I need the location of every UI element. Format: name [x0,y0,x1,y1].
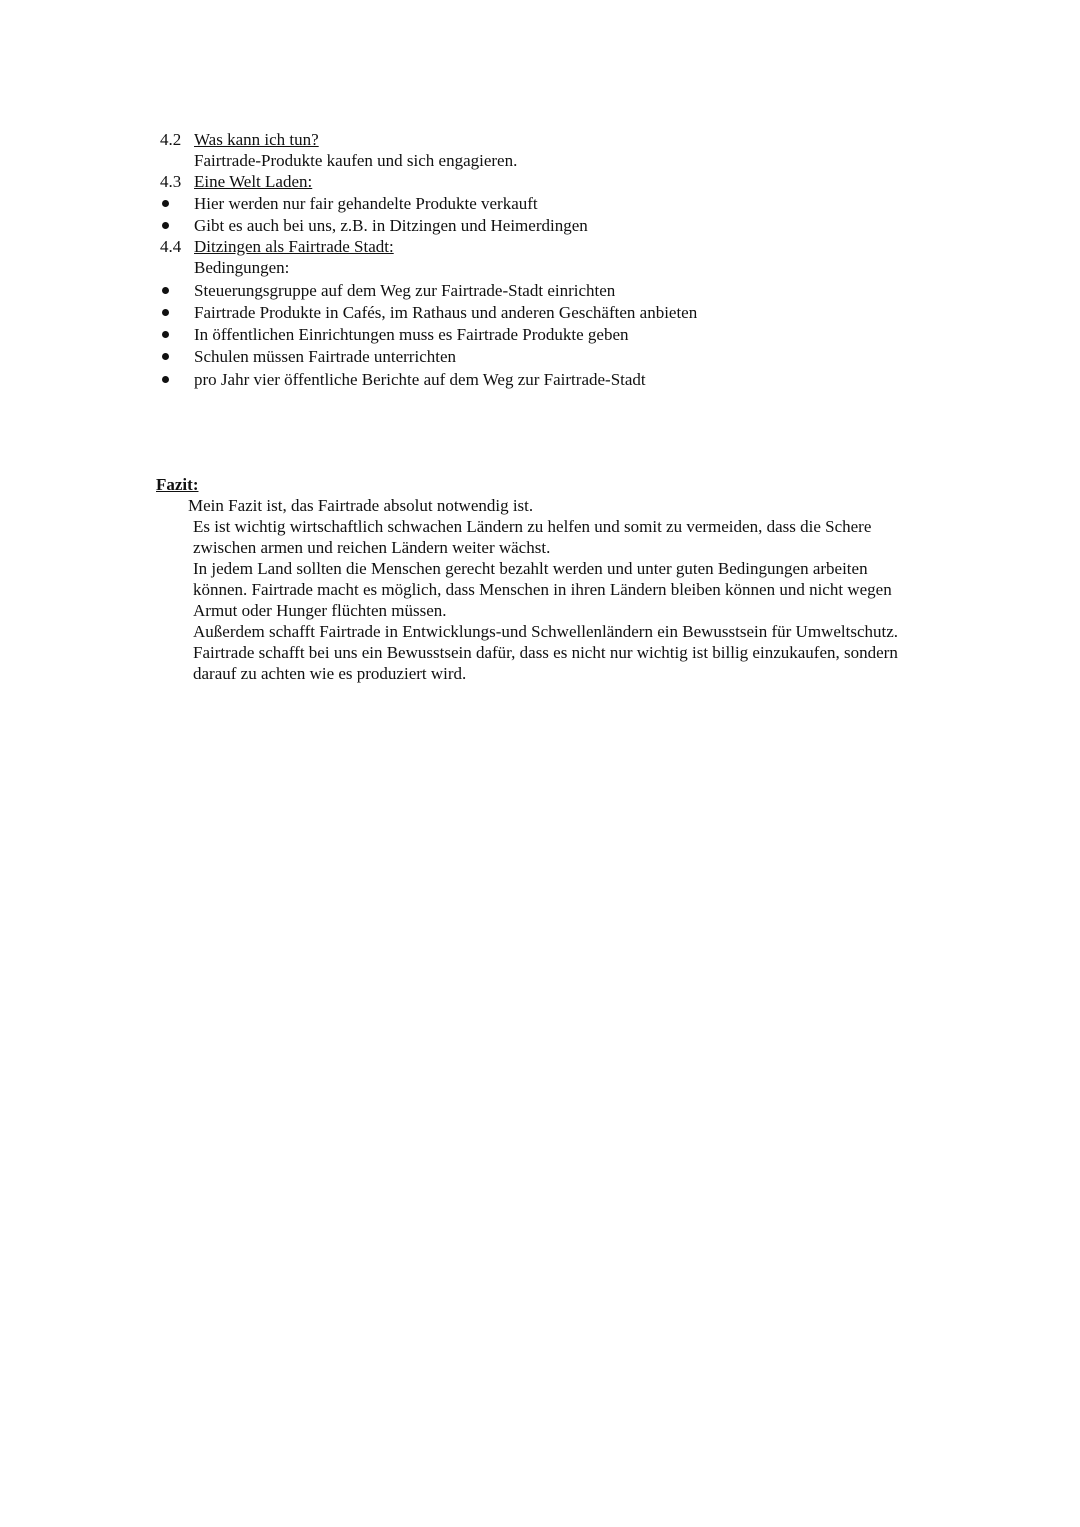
list-item-text: In öffentlichen Einrichtungen muss es Fairtrade Produkte geben [194,325,629,344]
section-number: 4.2 [160,130,182,149]
section-heading: Eine Welt Laden: [194,172,313,191]
fazit-line: darauf zu achten wie es produziert wird. [193,664,467,683]
bullet-icon [162,331,169,338]
fazit-line: Fairtrade schafft bei uns ein Bewusstsein dafür, dass es nicht nur wichtig ist billig einzukaufen, sondern [193,643,898,662]
bullet-icon [162,222,169,229]
list-item-text: Gibt es auch bei uns, z.B. in Ditzingen und Heimerdingen [194,216,588,235]
list-item-text: pro Jahr vier öffentliche Berichte auf dem Weg zur Fairtrade-Stadt [194,370,646,389]
bullet-icon [162,200,169,207]
fazit-line: Mein Fazit ist, das Fairtrade absolut notwendig ist. [188,496,534,515]
list-item-text: Steuerungsgruppe auf dem Weg zur Fairtrade-Stadt einrichten [194,281,616,300]
bullet-icon [162,376,169,383]
paragraph-text: Fairtrade-Produkte kaufen und sich engagieren. [194,151,518,170]
fazit-line: Außerdem schafft Fairtrade in Entwicklungs-und Schwellenländern ein Bewusstsein für Umweltschutz. [193,622,899,641]
section-heading: Was kann ich tun? [194,130,319,149]
bullet-icon [162,353,169,360]
fazit-line: Es ist wichtig wirtschaftlich schwachen Ländern zu helfen und somit zu vermeiden, dass die Schere [193,517,872,536]
section-heading: Ditzingen als Fairtrade Stadt: [194,237,394,256]
bullet-icon [162,309,169,316]
list-item-text: Schulen müssen Fairtrade unterrichten [194,347,457,366]
fazit-line: Armut oder Hunger flüchten müssen. [193,601,447,620]
fazit-line: In jedem Land sollten die Menschen gerecht bezahlt werden und unter guten Bedingungen arbeiten [193,559,868,578]
fazit-line: können. Fairtrade macht es möglich, dass Menschen in ihren Ländern bleiben können und nicht wegen [193,580,892,599]
list-item-text: Fairtrade Produkte in Cafés, im Rathaus und anderen Geschäften anbieten [194,303,698,322]
section-number: 4.3 [160,172,182,191]
paragraph-text: Bedingungen: [194,258,290,277]
bullet-icon [162,287,169,294]
fazit-heading: Fazit: [156,475,199,494]
fazit-line: zwischen armen und reichen Ländern weiter wächst. [193,538,551,557]
section-number: 4.4 [160,237,182,256]
list-item-text: Hier werden nur fair gehandelte Produkte verkauft [194,194,538,213]
